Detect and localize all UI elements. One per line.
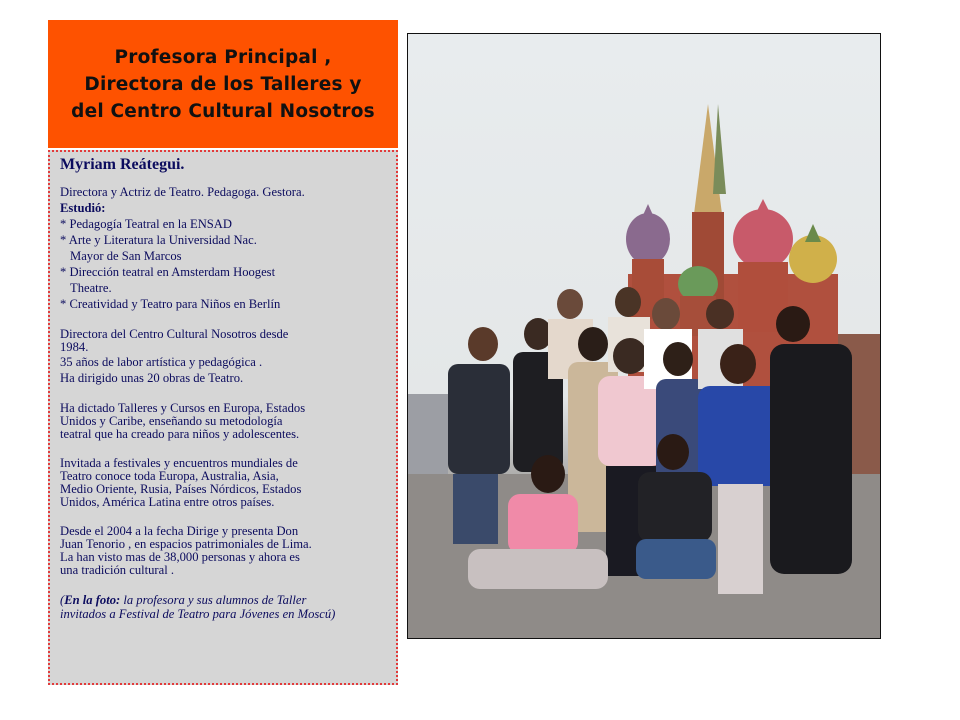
festivals-line-3: Medio Oriente, Rusia, Países Nórdicos, Estados: [60, 482, 302, 496]
festivals-line-4: Unidos, América Latina entre otros países.: [60, 495, 275, 509]
group-photo-illustration: [408, 34, 880, 638]
tenorio-line-4: una tradición cultural .: [60, 563, 175, 577]
group-photo: [407, 33, 881, 639]
photo-caption-line-1: [60, 593, 386, 607]
works-line: Ha dirigido unas 20 obras de Teatro.: [60, 371, 244, 385]
caption-text-1: la profesora y sus alumnos de Taller: [120, 593, 307, 607]
caption-paren: (: [60, 593, 65, 607]
study-item-2-cont: Mayor de San Marcos: [70, 249, 182, 263]
bio-roles: Directora y Actriz de Teatro. Pedagoga. Gestora.: [60, 185, 305, 199]
years-line: 35 años de labor artística y pedagógica .: [60, 355, 263, 369]
studied-label: Estudió:: [60, 201, 106, 215]
page-title: [71, 44, 375, 125]
workshops-line-1: Ha dictado Talleres y Cursos en Europa, Estados: [60, 401, 306, 415]
workshops-line-3: teatral que ha creado para niños y adolescentes.: [60, 427, 300, 441]
bio-name: Myriam Reátegui.: [60, 156, 185, 173]
tenorio-line-3: La han visto mas de 38,000 personas y ahora es: [60, 550, 300, 564]
study-item-1: * Pedagogía Teatral en la ENSAD: [60, 217, 233, 231]
title-line-3: del Centro Cultural Nosotros: [71, 100, 375, 122]
study-item-4: * Creatividad y Teatro para Niños en Berlín: [60, 297, 281, 311]
tenorio-line-2: Juan Tenorio , en espacios patrimoniales de Lima.: [60, 537, 312, 551]
building-left: [408, 394, 448, 474]
biography-panel: [48, 150, 398, 685]
study-item-2: * Arte y Literatura la Universidad Nac.: [60, 233, 257, 247]
study-item-3-cont: Theatre.: [70, 281, 112, 295]
photo-caption-line-2: invitados a Festival de Teatro para Jóvenes en Moscú): [60, 607, 336, 621]
workshops-line-2: Unidos y Caribe, enseñando su metodología: [60, 414, 283, 428]
dome-gold-green: [789, 235, 837, 283]
director-line-1: Directora del Centro Cultural Nosotros desde: [60, 327, 289, 341]
director-line-2: 1984.: [60, 340, 89, 354]
festivals-line-1: Invitada a festivales y encuentros mundiales de: [60, 456, 298, 470]
caption-label: En la foto:: [64, 593, 121, 607]
title-line-1: Profesora Principal ,: [114, 46, 332, 68]
tenorio-line-1: Desde el 2004 a la fecha Dirige y presenta Don: [60, 524, 299, 538]
festivals-line-2: Teatro conoce toda Europa, Australia, Asia,: [60, 469, 279, 483]
title-line-2: Directora de los Talleres y: [84, 73, 362, 95]
title-banner: [48, 20, 398, 148]
study-item-3: * Dirección teatral en Amsterdam Hoogest: [60, 265, 276, 279]
